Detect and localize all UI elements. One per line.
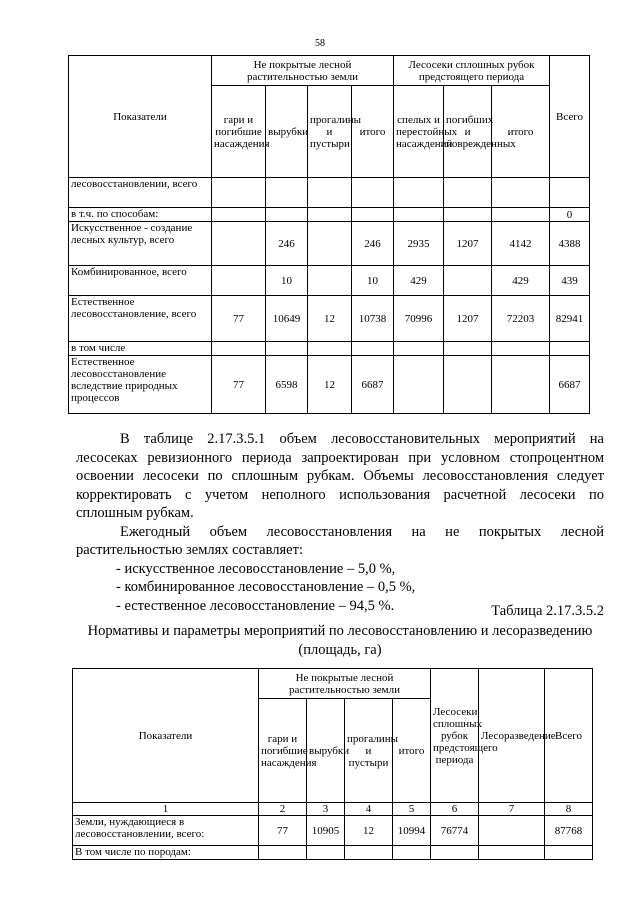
reforestation-norms-table [72, 668, 593, 860]
paragraph-annual-volume: Ежегодный объем лесовосстановления на не покрытых лесной растительностью землях составляет: [76, 523, 604, 558]
table-row [69, 342, 590, 356]
header-grand-total: Всего [545, 669, 593, 803]
list-item: - естественное лесовосстановление – 94,5 %. [116, 597, 395, 614]
header-glades: прогалины и пустыри [308, 86, 352, 178]
header-mature-overmature: спелых и перестойных насаждений [394, 86, 444, 178]
header-cuttings: вырубки [307, 699, 345, 803]
row-label: Комбинированное, всего [69, 266, 212, 296]
table-row: Искусственное - создание лесных культур, всего 246 246 2935 1207 4142 4388 [69, 222, 590, 266]
column-numbers-row: 1 2 3 4 5 6 7 8 [73, 803, 593, 816]
header-indicators: Показатели [73, 669, 259, 803]
table-number: Таблица 2.17.3.5.2 [491, 603, 604, 619]
body-text [76, 430, 604, 615]
table-row: Естественное лесовосстановление, всего 77 10649 12 10738 70996 1207 72203 82941 [69, 296, 590, 342]
header-total-unforested: итого [393, 699, 431, 803]
header-cuttings: вырубки [266, 86, 308, 178]
page-number: 58 [315, 38, 325, 49]
row-label: Искусственное - создание лесных культур, всего [69, 222, 212, 266]
header-clear-felling-areas: Лесосеки сплошных рубок предстоящего периода [394, 56, 550, 86]
header-clear-felling-areas: Лесосеки сплошных рубок предстоящего периода [431, 669, 479, 803]
table-row [73, 846, 593, 860]
header-unforested-lands: Не покрытые лесной растительностью земли [212, 56, 394, 86]
table-row: Естественное лесовосстановление вследствие природных процессов 77 6598 12 6687 6687 [69, 356, 590, 414]
paragraph-volume-note: В таблице 2.17.3.5.1 объем лесовосстановительных мероприятий на лесосеках ревизионного периода запроектирован при условном стопроцентном освоении лесосеки по сплошным рубкам. Объемы лесовосстановления следует корректировать с учетом неполного использования расчетной лесосеки по сплошным рубкам. [76, 431, 604, 521]
header-indicators: Показатели [69, 56, 212, 178]
table-title: Нормативы и параметры мероприятий по лесовосстановлению и лесоразведению (площадь, га) [87, 623, 593, 658]
header-burnt-dead-stands: гари и погибшие насаждения [259, 699, 307, 803]
header-grand-total: Всего [550, 56, 590, 178]
reforestation-volume-table [68, 55, 590, 414]
row-label: Земли, нуждающиеся в лесовосстановлении, всего: [73, 816, 259, 846]
table-row: Комбинированное, всего 10 10 429 429 439 [69, 266, 590, 296]
table-row: Земли, нуждающиеся в лесовосстановлении, всего: 77 10905 12 10994 76774 87768 [73, 816, 593, 846]
row-label: в том числе [69, 342, 212, 356]
list-item: - искусственное лесовосстановление – 5,0 %, [116, 560, 396, 577]
header-glades: прогалины и пустыри [345, 699, 393, 803]
header-total-felling: итого [492, 86, 550, 178]
table-row [69, 178, 590, 208]
header-dead-damaged: погибших и поврежденных [444, 86, 492, 178]
header-burnt-dead-stands: гари и погибшие насаждения [212, 86, 266, 178]
row-label: Естественное лесовосстановление вследствие природных процессов [69, 356, 212, 414]
row-label: в т.ч. по способам: [69, 208, 212, 222]
row-label: Естественное лесовосстановление, всего [69, 296, 212, 342]
header-total-unforested: итого [352, 86, 394, 178]
row-label: В том числе по породам: [73, 846, 259, 860]
table-row: в т.ч. по способам: 0 [69, 208, 590, 222]
row-label: лесовосстановлении, всего [69, 178, 212, 208]
list-item: - комбинированное лесовосстановление – 0,5 %, [116, 579, 416, 595]
header-afforestation: Лесоразведение [479, 669, 545, 803]
header-unforested-lands: Не покрытые лесной растительностью земли [259, 669, 431, 699]
